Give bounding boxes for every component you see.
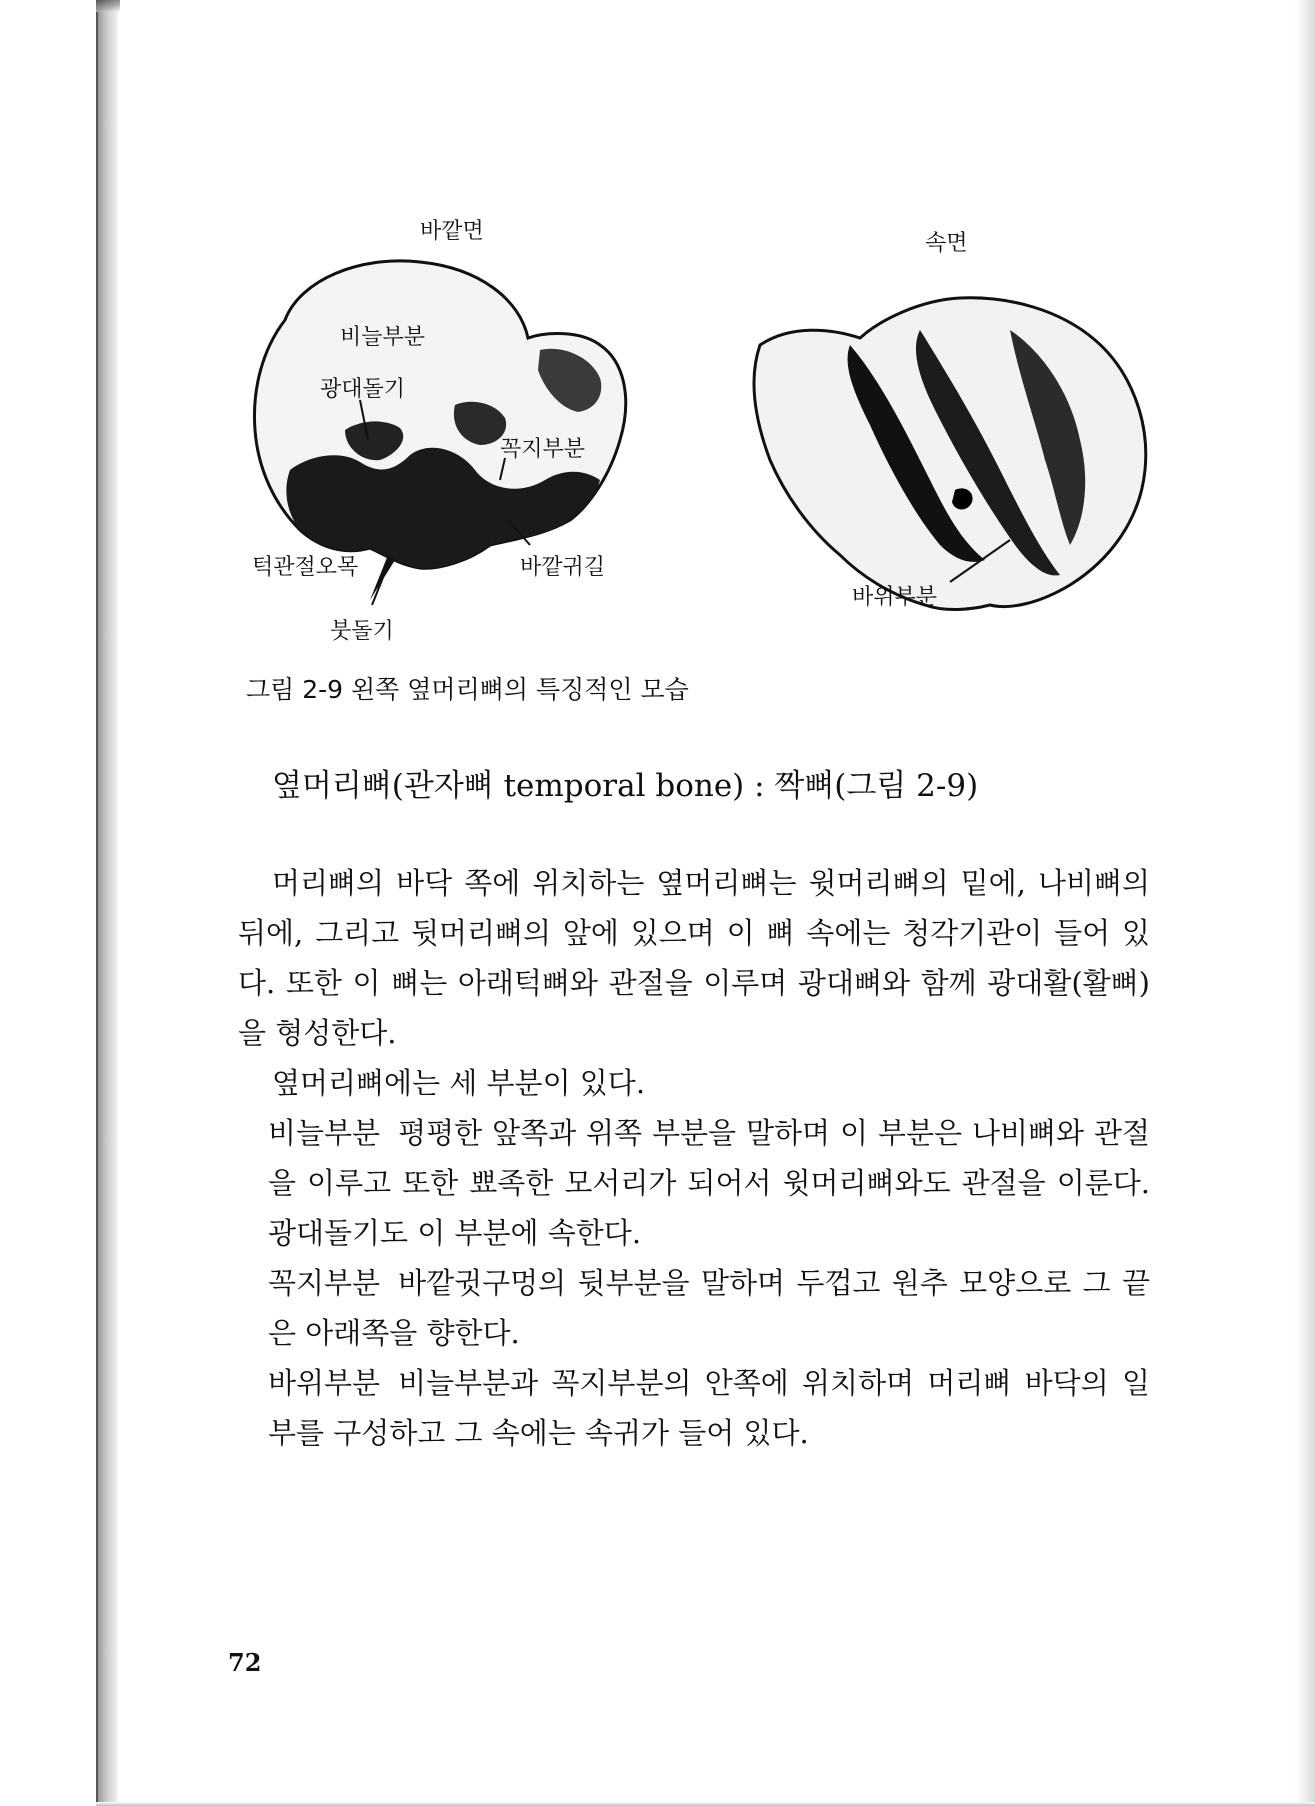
term-name: 바위부분	[268, 1366, 381, 1400]
paragraph: 옆머리뼈에는 세 부분이 있다.	[272, 1066, 646, 1100]
term-description: 바깥귓구멍의 뒷부분을 말하며 두껍고 원추 모양으로 그 끝은 아래쪽을 향한다.	[268, 1266, 1150, 1350]
label-squamous: 비늘부분	[340, 325, 426, 350]
temporal-bone-illustration	[0, 0, 1315, 700]
label-petrous: 바위부분	[852, 585, 938, 610]
label-zygomatic-process: 광대돌기	[320, 377, 406, 402]
term-entry-petrous	[268, 1358, 1150, 1458]
term-name: 꼭지부분	[268, 1266, 381, 1300]
term-entry-mastoid	[268, 1258, 1150, 1358]
inner-face-bone	[754, 298, 1146, 610]
body-text	[238, 858, 1150, 1458]
page-bottom-edge	[96, 1802, 1315, 1806]
label-external-meatus: 바깥귀길	[520, 555, 606, 580]
page-number: 72	[228, 1648, 262, 1677]
term-entry-squamous	[268, 1108, 1150, 1258]
inner-face-label: 속면	[925, 231, 968, 256]
term-name: 비늘부분	[268, 1116, 381, 1150]
label-mastoid: 꼭지부분	[500, 437, 586, 462]
paragraph: 머리뼈의 바닥 쪽에 위치하는 옆머리뼈는 윗머리뼈의 밑에, 나비뼈의 뒤에, 그리고 뒷머리뼈의 앞에 있으며 이 뼈 속에는 청각기관이 들어 있다. 또한 이 뼈는 아래턱뼈와 관절을 이루며 광대뼈와 함께 광대활(활뼈)을 형성한다.	[238, 866, 1150, 1050]
term-description: 평평한 앞쪽과 위쪽 부분을 말하며 이 부분은 나비뼈와 관절을 이루고 또한 뾰족한 모서리가 되어서 윗머리뼈와도 관절을 이룬다. 광대돌기도 이 부분에 속한다.	[268, 1116, 1150, 1250]
label-mandibular-fossa: 턱관절오목	[252, 555, 359, 580]
figure-caption: 그림 2-9 왼쪽 옆머리뼈의 특징적인 모습	[246, 675, 689, 704]
label-styloid-process: 붓돌기	[330, 619, 394, 644]
outer-face-label: 바깥면	[420, 219, 484, 244]
section-title: 옆머리뼈(관자뼈 temporal bone) : 짝뼈(그림 2-9)	[272, 768, 979, 804]
term-description: 비늘부분과 꼭지부분의 안쪽에 위치하며 머리뼈 바닥의 일부를 구성하고 그 속에는 속귀가 들어 있다.	[268, 1366, 1150, 1450]
